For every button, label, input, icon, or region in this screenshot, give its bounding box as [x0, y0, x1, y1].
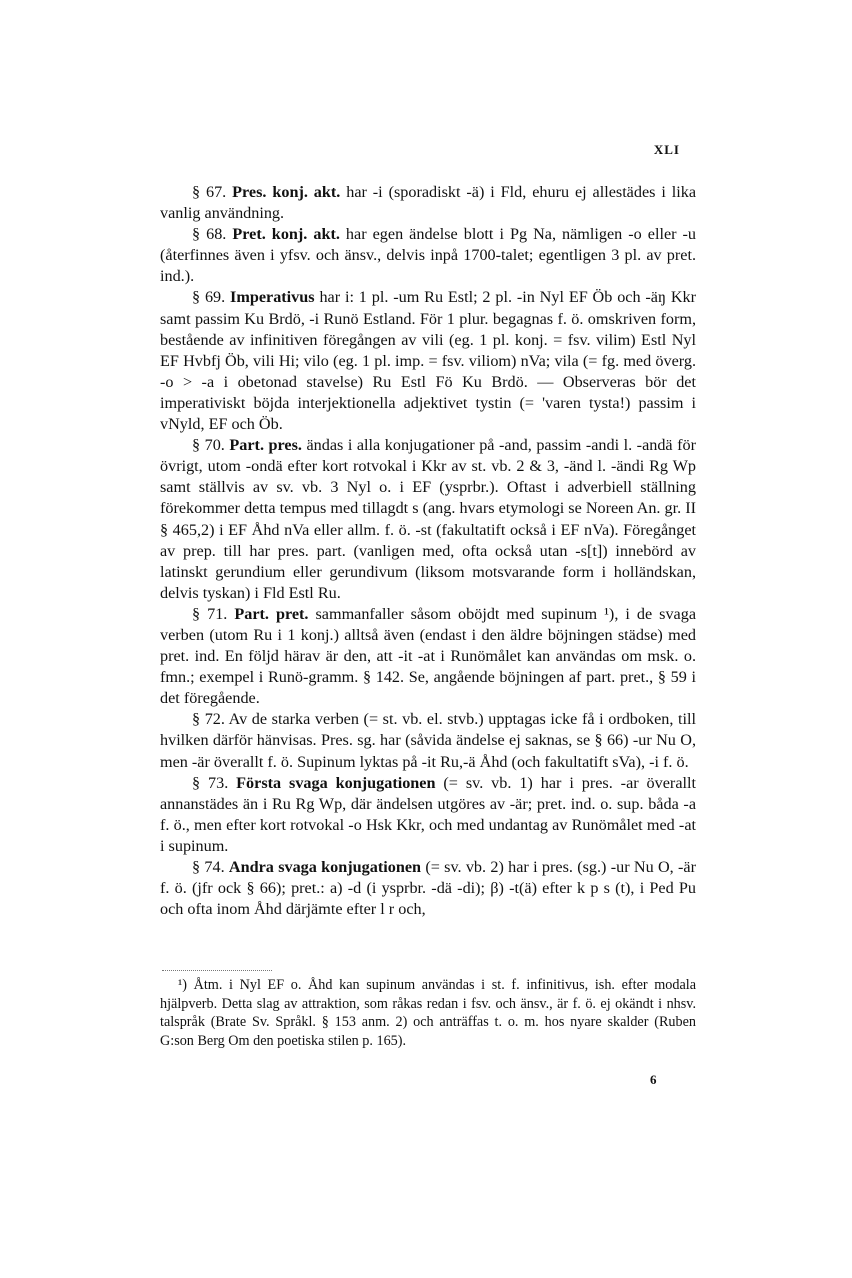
footnote-divider: [162, 970, 272, 971]
paragraph-70: [160, 435, 696, 604]
paragraph-text: har -i (sporadiskt -ä) i Fld, ehuru ej allestädes i lika vanlig användning.: [160, 183, 697, 223]
section-heading: Part. pret.: [234, 604, 309, 623]
paragraph-text: (= sv. vb. 1) har i pres. -ar överallt annanstädes än i Ru Rg Wp, där ändelsen utgöres av -är; pret. ind. o. sup. båda -a f. ö., men efter kort rotvokal -o Hsk Kkr, och med undantag av Runömålet med -at i supinum.: [160, 773, 697, 855]
paragraph-68: [160, 224, 696, 287]
footnote: [160, 976, 696, 1050]
section-mark: § 72.: [192, 710, 225, 729]
section-mark: § 70.: [192, 436, 225, 455]
paragraph-text: Av de starka verben (= st. vb. el. stvb.) upptagas icke få i ordboken, till hvilken därför hänvisas. Pres. sg. har (såvida ändelse ej saknas, se § 66) -ur Nu O, men -är överallt f. ö. Supinum lyktas på -it Ru,-ä Åhd (och fakultatift sVa), -i f. ö.: [160, 710, 696, 771]
section-heading: Part. pres.: [229, 436, 302, 455]
footnote-text: ¹) Åtm. i Nyl EF o. Åhd kan supinum användas i st. f. infinitivus, ish. efter modala hjälpverb. Detta slag av attraktion, som råkas redan i fsv. och änsv., är f. ö. ej okändt i nhsv. talspråk (Brate Sv. Språkl. § 153 anm. 2) och anträffas t. o. m. hos nyare skalder (Ruben G:son Berg Om den poetiska stilen p. 165).: [160, 977, 696, 1049]
section-heading: Imperativus: [230, 288, 315, 307]
section-heading: Andra svaga konjugationen: [228, 858, 422, 876]
paragraph-text: (= sv. vb. 2) har i pres. (sg.) -ur Nu O, -är f. ö. (jfr ock § 66); pret.: a) -d (i ysprbr. -dä -di); β) -t(ä) efter k p s (t), i Ped Pu och ofta inom Åhd därjämte efter l r och,: [160, 858, 696, 919]
section-mark: § 68.: [192, 225, 227, 244]
section-mark: § 69.: [192, 288, 226, 307]
signature-mark: 6: [650, 1072, 657, 1087]
section-heading: Första svaga konjugationen: [236, 773, 436, 792]
paragraph-text: ändas i alla konjugationer på -and, passim -andi l. -andä för övrigt, utom -ondä efter kort rotvokal i Kkr av st. vb. 2 & 3, -änd l. -ändi Rg Wp samt ställvis av sv. vb. 3 Nyl o. i EF (ysprbr.). Oftast i adverbiell ställning förekommer detta tempus med tillagdt s (ang. hvars etymologi se Noreen An. gr. II § 465,2) i EF Åhd nVa eller allm. f. ö. -st (fakultatift också i EF nVa). Föregånget av prep. till har pres. part. (vanligen med, ofta också utan -s[t]) innebörd av latinskt gerundium eller gerundivum (liksom motsvarande form i holländskan, delvis tyskan) i Fld Estl Ru.: [160, 436, 697, 602]
paragraph-69: [160, 287, 696, 435]
paragraph-text: har egen ändelse blott i Pg Na, nämligen -o eller -u (återfinnes även i yfsv. och änsv., delvis inpå 1700-talet; egentligen 3 pl. av pret. ind.).: [160, 225, 697, 286]
paragraph-72: [160, 709, 696, 772]
section-mark: § 73.: [192, 773, 229, 792]
paragraph-text: har i: 1 pl. -um Ru Estl; 2 pl. -in Nyl EF Öb och -äŋ Kkr samt passim Ku Brdö, -i Runö Estland. För 1 plur. begagnas f. ö. omskriven form, bestående av infinitiven föregången av vili (eg. 1 pl. konj. = fsv. vilim) Estl Nyl EF Hvbfj Öb, vili Hi; vilo (eg. 1 pl. imp. = fsv. viliom) nVa; vila (= fg. med överg. -o > -a i obetonad stavelse) Ru Estl Fö Ku Brdö. — Observeras bör det imperativiskt böjda interjektionella adjektivet tystin (= 'varen tysta!) passim i vNyld, EF och Öb.: [160, 288, 697, 434]
section-heading: Pres. konj. akt.: [232, 183, 341, 201]
paragraph-74: [160, 857, 696, 920]
section-mark: § 71.: [192, 604, 228, 623]
paragraph-text: sammanfaller såsom oböjdt med supinum ¹), i de svaga verben (utom Ru i 1 konj.) alltså även (endast i den äldre böjningen städse) med pret. ind. En följd härav är den, att -it -at i Runömålet kan användas om msk. o. fmn.; exempel i Runö-gramm. § 142. Se, angående böjningen af part. pret., § 59 i det föregående.: [160, 604, 697, 708]
section-heading: Pret. konj. akt.: [232, 225, 340, 244]
section-mark: § 74.: [192, 858, 225, 876]
section-mark: § 67.: [192, 183, 227, 201]
body-text: [160, 182, 696, 920]
paragraph-71: [160, 604, 696, 709]
paragraph-73: [160, 773, 696, 857]
paragraph-67: [160, 182, 696, 224]
page-number: XLI: [653, 142, 680, 157]
